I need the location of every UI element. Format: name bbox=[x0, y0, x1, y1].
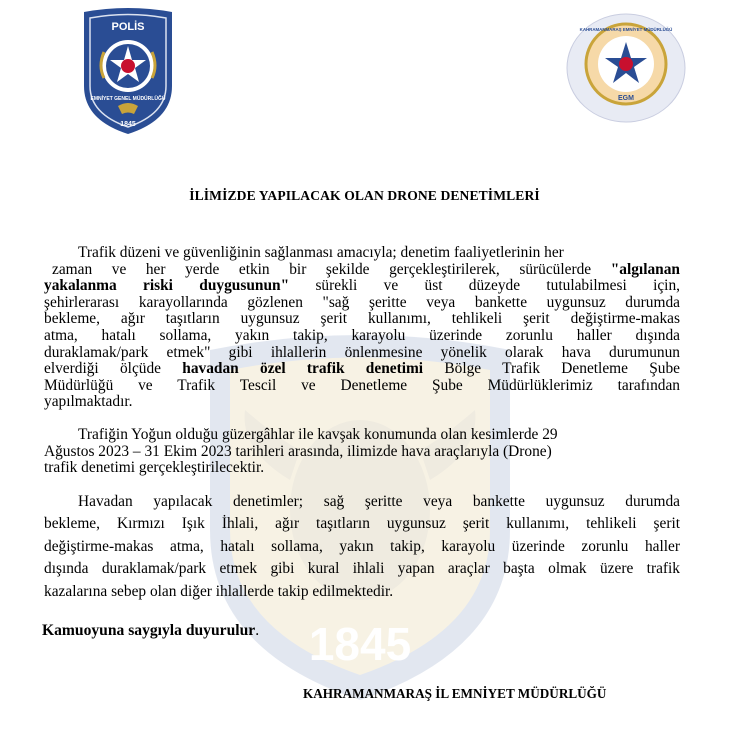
logo-right-bottom-text: EGM bbox=[618, 95, 634, 102]
logo-left-top-text: POLİS bbox=[111, 21, 145, 33]
paragraph-3 bbox=[44, 491, 680, 603]
paragraph-1-line-3: yakalanma riski duygusunun" sürekli ve üst düzeyde tutulabilmesi için, bbox=[44, 278, 680, 295]
paragraph-1-line-5: bekleme, ağır taşıtların uygunsuz şerit kullanımı, tehlikeli şerit değiştirme-makas bbox=[44, 311, 680, 328]
paragraph-1-line-7: duraklamak/park etmek" gibi ihlallerin önlenmesine yönelik olarak hava durumunun bbox=[44, 344, 680, 361]
paragraph-2-line-3: trafik denetimi gerçekleştirilecektir. bbox=[44, 459, 265, 477]
signature-block: KAHRAMANMARAŞ İL EMNİYET MÜDÜRLÜĞÜ bbox=[303, 686, 607, 701]
paragraph-1-line-6: atma, hatalı sollama, yakın takip, karayolu üzerinde zorunlu haller dışında bbox=[44, 327, 680, 344]
paragraph-3-line-2: bekleme, Kırmızı Işık İhlali, ağır taşıtların uygunsuz şerit kullanımı, tehlikeli şerit bbox=[44, 515, 680, 533]
paragraph-1-line-2: zaman ve her yerde etkin bir şekilde gerçekleştirilerek, sürücülerde "algılanan bbox=[52, 261, 680, 278]
logo-right-ring-text: KAHRAMANMARAŞ EMNİYET MÜDÜRLÜĞÜ bbox=[579, 27, 673, 32]
logo-left-year: 1845 bbox=[120, 121, 136, 128]
document-title: İLİMİZDE YAPILACAK OLAN DRONE DENETİMLERİ bbox=[189, 188, 540, 203]
watermark-year: 1845 bbox=[308, 618, 412, 670]
paragraph-1 bbox=[44, 245, 680, 411]
closing-statement: Kamuoyuna saygıyla duyurulur. bbox=[42, 622, 260, 639]
paragraph-2-line-2: Ağustos 2023 – 31 Ekim 2023 tarihleri arasında, ilimizde hava araçlarıyla (Drone) bbox=[44, 442, 552, 460]
paragraph-3-line-4: dışında duraklamak/park etmek gibi kural ihlali yapan araçlar başta olmak üzere trafik bbox=[44, 560, 680, 578]
logo-left-ring-text: EMNİYET GENEL MÜDÜRLÜĞÜ bbox=[90, 96, 166, 102]
paragraph-2 bbox=[44, 427, 680, 477]
police-shield-logo bbox=[78, 8, 178, 136]
paragraph-1-line-8: elverdiği ölçüde havadan özel trafik denetimi Bölge Trafik Denetleme Şube bbox=[44, 361, 680, 378]
paragraph-3-line-5: kazalarına sebep olan diğer ihlallerde takip edilmektedir. bbox=[44, 582, 394, 600]
paragraph-3-line-3: değiştirme-makas atma, hatalı sollama, yakın takip, karayolu üzerinde zorunlu haller bbox=[44, 537, 680, 555]
kahramanmaras-police-logo bbox=[565, 12, 687, 124]
paragraph-1-line-9: Müdürlüğü ve Trafik Tescil ve Denetleme Şube Müdürlüklerimiz tarafından bbox=[44, 377, 680, 394]
paragraph-1-line-4: şehirlerarası karayollarında gözlenen "sağ şeritte veya bankette uygunsuz durumda bbox=[44, 294, 680, 311]
paragraph-2-line-1: Trafiğin Yoğun olduğu güzergâhlar ile kavşak konumunda olan kesimlerde 29 bbox=[78, 426, 558, 443]
paragraph-3-line-1: Havadan yapılacak denetimler; sağ şeritte veya bankette uygunsuz durumda bbox=[78, 493, 680, 510]
paragraph-1-line-1: Trafik düzeni ve güvenliğinin sağlanması amacıyla; denetim faaliyetlerinin her bbox=[78, 244, 564, 261]
paragraph-1-line-10: yapılmaktadır. bbox=[44, 393, 133, 411]
